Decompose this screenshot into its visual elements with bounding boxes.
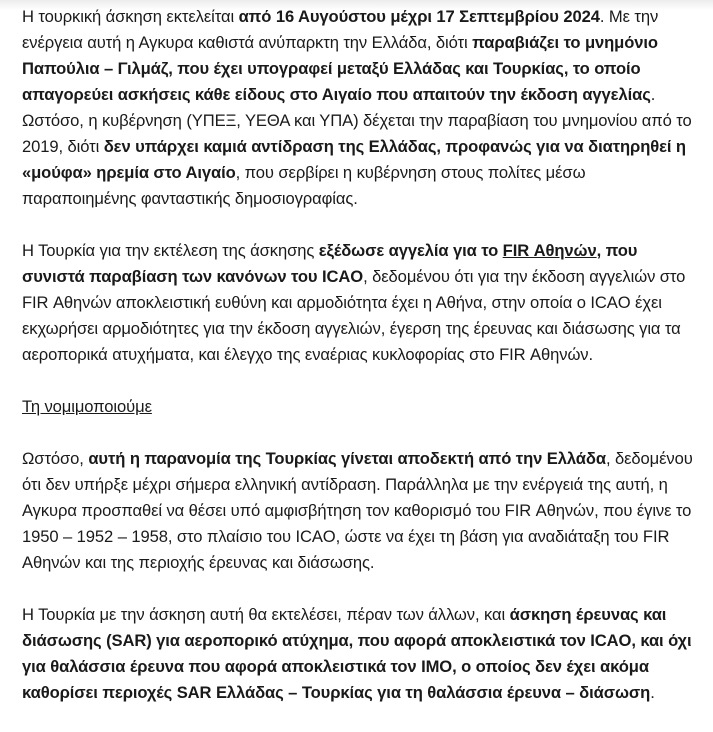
text-segment: Η τουρκική άσκηση εκτελείται <box>22 7 239 26</box>
bold-segment: άσκηση έρευνας και διάσωσης (SAR) για αεροπορικό ατύχημα, που αφορά αποκλειστικά τον ICAO, και όχι για θαλάσσια έρευνα που αφορά αποκλειστικά τον IMO, ο οποίος δεν έχει ακόμα καθορίσει περιοχές SAR Ελλάδας – Τουρκίας για τη θαλάσσια έρευνα – διάσωση <box>22 605 692 702</box>
bold-segment: παραβιάζει το μνημόνιο Παπούλια – Γιλμάζ, που έχει υπογραφεί μεταξύ Ελλάδας και Τουρκίας, το οποίο απαγορεύει ασκήσεις κάθε είδους στο Αιγαίο που απαιτούν την έκδοση αγγελίας <box>22 33 658 104</box>
bold-segment: από 16 Αυγούστου μέχρι 17 Σεπτεμβρίου 2024 <box>238 7 600 26</box>
article-body <box>22 4 702 732</box>
text-segment: Ωστόσο, <box>22 449 89 468</box>
paragraph-legitimization <box>22 446 702 576</box>
text-segment: , που σερβίρει η κυβέρνηση στους πολίτες μέσω παραποιημένης φανταστικής δημοσιογραφίας. <box>22 163 586 208</box>
fir-athens-link[interactable]: FIR Αθηνών <box>502 241 597 260</box>
text-segment: Η Τουρκία για την εκτέλεση της άσκησης <box>22 241 319 260</box>
paragraph-sar-exercise <box>22 602 702 706</box>
paragraph-exercise-dates <box>22 4 702 212</box>
text-segment: . Με την ενέργεια αυτή η Αγκυρα καθιστά ανύπαρκτη την Ελλάδα, διότι <box>22 7 659 52</box>
bold-segment: εξέδωσε αγγελία για το <box>318 241 503 260</box>
bold-segment: , που συνιστά παραβίαση των κανόνων του ICAO <box>22 241 638 286</box>
section-subheading: Τη νομιμοποιούμε <box>22 397 152 416</box>
paragraph-fir-notice <box>22 238 702 368</box>
text-segment: . Ωστόσο, η κυβέρνηση (ΥΠΕΞ, ΥΕΘΑ και ΥΠΑ) δέχεται την παραβίαση του μνημονίου από το 2019, διότι <box>22 85 692 156</box>
bold-segment: αυτή η παρανομία της Τουρκίας γίνεται αποδεκτή από την Ελλάδα <box>88 449 606 468</box>
text-segment: . <box>650 683 655 702</box>
bold-segment: δεν υπάρχει καμιά αντίδραση της Ελλάδας, προφανώς για να διατηρηθεί η «μούφα» ηρεμία στο Αιγαίο <box>22 137 686 182</box>
text-segment: Η Τουρκία με την άσκηση αυτή θα εκτελέσει, πέραν των άλλων, και <box>22 605 510 624</box>
text-segment: , δεδομένου ότι για την έκδοση αγγελιών στο FIR Αθηνών αποκλειστική ευθύνη και αρμοδιότητα έχει η Αθήνα, στην οποία ο ICAO έχει εκχωρήσει αρμοδιότητες για την έκδοση αγγελιών, έγερση της έρευνας και διάσωσης για τα αεροπορικά ατυχήματα, και έλεγχο της εναέριας κυκλοφορίας στο FIR Αθηνών. <box>22 267 686 364</box>
text-segment: , δεδομένου ότι δεν υπήρξε μέχρι σήμερα ελληνική αντίδραση. Παράλληλα με την ενέργειά της αυτή, η Αγκυρα προσπαθεί να θέσει υπό αμφισβήτηση τον καθορισμό του FIR Αθηνών, που έγινε το 1950 – 1952 – 1958, στο πλαίσιο του ICAO, ώστε να έχει τη βάση για αναδιάταξη του FIR Αθηνών και της περιοχής έρευνας και διάσωσης. <box>22 449 693 572</box>
